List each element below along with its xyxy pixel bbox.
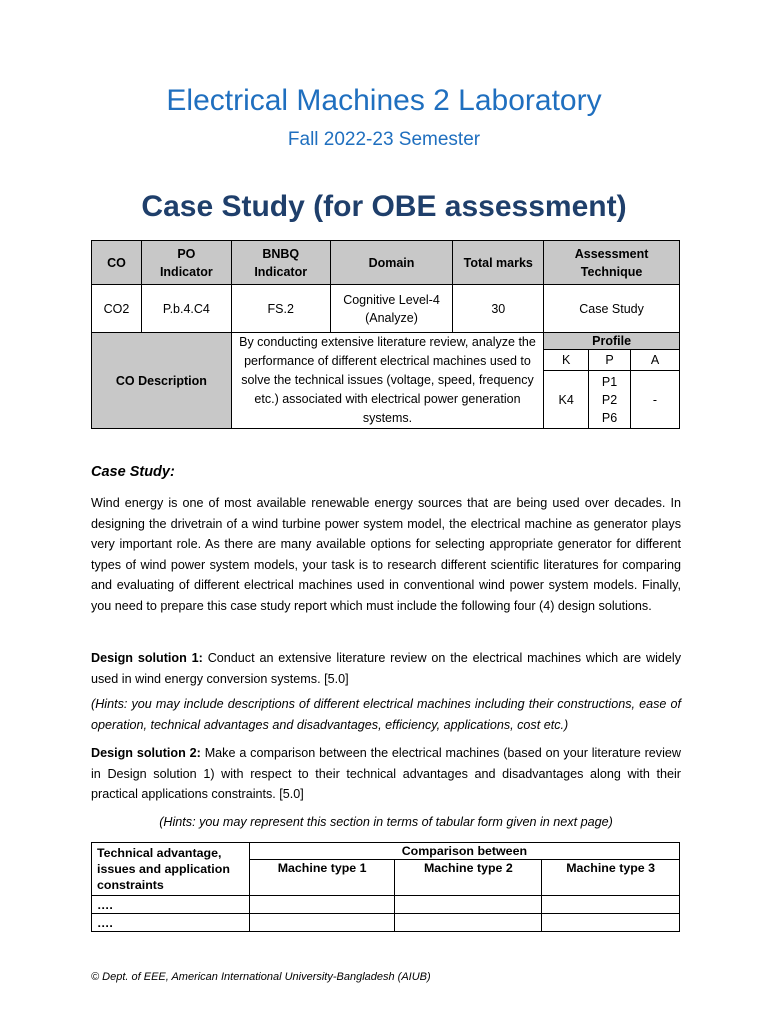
document-subtitle: Case Study (for OBE assessment) [141, 190, 627, 223]
total-marks-value: 30 [453, 285, 544, 333]
po-value: P.b.4.C4 [141, 285, 231, 333]
profile-a-value: - [631, 371, 680, 429]
table-row [92, 914, 680, 932]
design-solution-2-hint: (Hints: you may represent this section in terms of tabular form given in next page) [159, 815, 613, 829]
case-study-heading: Case Study: [91, 464, 175, 480]
design-solution-1 [91, 648, 681, 689]
case-study-paragraph: Wind energy is one of most available renewable energy sources that are being used over decades. In designing the drivetrain of a wind turbine power system model, the electrical machine as generator plays very important role. As there are many available options for selecting appropriate generator for different types of wind power system models, your task is to research different scientific literatures for comparing and evaluating of different electrical machines used in conventional wind power system models. Finally, you need to prepare this case study report which must include the following four (4) design solutions. [91, 496, 681, 613]
profile-k-value: K4 [544, 371, 589, 429]
table-cell [249, 896, 395, 914]
assessment-value: Case Study [544, 285, 680, 333]
assessment-technique-header: Assessment Technique [544, 241, 680, 285]
design-solution-2-text: Make a comparison between the electrical machines (based on your literature review in Design solution 1) with respect to their technical advantages and disadvantages along with their practical applications constraints. [5.0] [91, 746, 681, 801]
design-solution-2-label: Design solution 2: [91, 746, 201, 760]
profile-p-header: P [589, 350, 631, 371]
semester-label: Fall 2022-23 Semester [287, 129, 481, 150]
machine-type-3-header: Machine type 3 [542, 860, 680, 896]
row-label: …. [92, 896, 250, 914]
profile-header: Profile [544, 333, 680, 350]
design-solution-1-label: Design solution 1: [91, 651, 203, 665]
total-marks-header: Total marks [453, 241, 544, 285]
comparison-table [91, 842, 680, 932]
machine-type-1-header: Machine type 1 [249, 860, 395, 896]
machine-type-2-header: Machine type 2 [395, 860, 542, 896]
page-footer: © Dept. of EEE, American International University-Bangladesh (AIUB) [91, 971, 431, 983]
domain-header: Domain [330, 241, 453, 285]
design-solution-1-hint: (Hints: you may include descriptions of different electrical machines including their constructions, ease of operation, technical advantages and disadvantages, efficiency, applications, cost etc.) [91, 697, 681, 732]
comparison-group-header: Comparison between [249, 843, 679, 860]
document-title: Electrical Machines 2 Laboratory [166, 84, 602, 117]
co-description-text: By conducting extensive literature review, analyze the performance of different electrical machines used to solve the technical issues (voltage, speed, frequency etc.) associated with electrical power generation systems. [231, 333, 543, 429]
row-label: …. [92, 914, 250, 932]
co-header: CO [92, 241, 142, 285]
table-cell [542, 914, 680, 932]
assessment-info-table [91, 240, 680, 429]
profile-a-header: A [631, 350, 680, 371]
table-row [92, 896, 680, 914]
design-solution-1-text: Conduct an extensive literature review on the electrical machines which are widely used in wind energy conversion systems. [5.0] [91, 651, 681, 686]
table-cell [395, 896, 542, 914]
po-indicator-header: PO Indicator [141, 241, 231, 285]
profile-k-header: K [544, 350, 589, 371]
co-description-label: CO Description [92, 333, 232, 429]
co-value: CO2 [92, 285, 142, 333]
domain-value: Cognitive Level-4 (Analyze) [330, 285, 453, 333]
table-cell [249, 914, 395, 932]
design-solution-2 [91, 743, 681, 805]
profile-p-values: P1 P2 P6 [589, 371, 631, 429]
table-cell [395, 914, 542, 932]
comparison-row-header: Technical advantage, issues and application constraints [92, 843, 250, 896]
bnbq-indicator-header: BNBQ Indicator [231, 241, 330, 285]
table-cell [542, 896, 680, 914]
bnbq-value: FS.2 [231, 285, 330, 333]
